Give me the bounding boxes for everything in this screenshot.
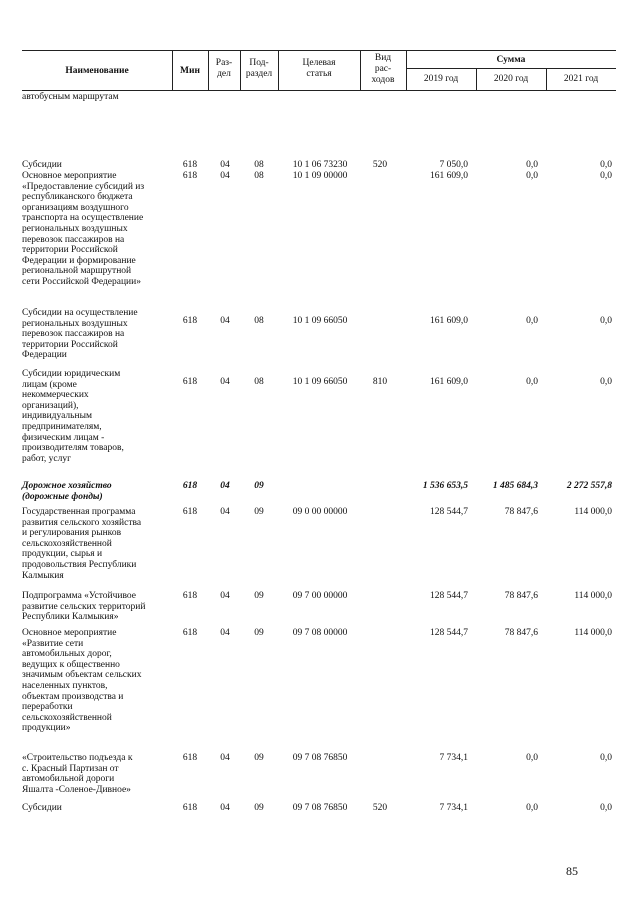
row-cell-s2: 0,0: [526, 753, 538, 763]
row-cell-s2: 78 847,6: [504, 591, 538, 601]
header-min: Мин: [180, 66, 200, 76]
row-cell-p: 08: [254, 316, 264, 326]
row-cell-s2: 78 847,6: [504, 628, 538, 638]
row-cell-s2: 78 847,6: [504, 507, 538, 517]
row-cell-min: 618: [182, 507, 198, 517]
row-cell-s1: 128 544,7: [430, 628, 468, 638]
row-cell-s2: 0,0: [526, 160, 538, 170]
row-cell-s2: 0,0: [526, 803, 538, 813]
row-cell-min: 618: [182, 171, 198, 181]
row-cell-s3: 0,0: [600, 171, 612, 181]
carry-over-text: автобусным маршрутам: [22, 92, 119, 102]
row-cell-r: 04: [220, 628, 230, 638]
row-cell-s3: 114 000,0: [574, 507, 612, 517]
row-cell-p: 08: [254, 377, 264, 387]
row-name: Субсидии: [22, 803, 62, 813]
row-cell-min: 618: [182, 628, 198, 638]
header-vid: Вид рас- ходов: [371, 53, 395, 85]
row-cell-s1: 161 609,0: [430, 316, 468, 326]
header-bottom-border: [22, 90, 616, 91]
row-cell-s2: 0,0: [526, 377, 538, 387]
row-cell-s3: 0,0: [600, 377, 612, 387]
header-2019: 2019 год: [423, 74, 459, 84]
row-cell-s1: 7 050,0: [439, 160, 468, 170]
row-cell-v: 520: [372, 803, 388, 813]
header-2020: 2020 год: [493, 74, 529, 84]
row-cell-min: 618: [182, 377, 198, 387]
row-cell-t: 09 0 00 00000: [292, 507, 348, 517]
row-cell-s3: 2 272 557,8: [566, 481, 612, 491]
row-cell-p: 09: [254, 753, 264, 763]
row-cell-r: 04: [220, 803, 230, 813]
row-name: Субсидии юридическим лицам (кроме некоммерческих организаций), индивидуальным предпринимателям, физическим лицам - производителям товаров, работ, услуг: [22, 369, 124, 464]
row-name: «Строительство подъезда к с. Красный Партизан от автомобильной дороги Яшалта -Соленое-Дивное»: [22, 753, 133, 795]
header-target: Целевая статья: [302, 58, 336, 79]
row-cell-p: 09: [254, 591, 264, 601]
row-name: Субсидии на осуществление региональных воздушных перевозок пассажиров на территории Российской Федерации: [22, 308, 138, 361]
row-cell-r: 04: [220, 160, 230, 170]
row-cell-p: 08: [254, 171, 264, 181]
header-podrazdel: Под- раздел: [245, 58, 273, 79]
header-top-border: [22, 50, 616, 51]
row-cell-min: 618: [182, 803, 198, 813]
header-2021: 2021 год: [563, 74, 599, 84]
row-cell-p: 09: [254, 507, 264, 517]
row-cell-s2: 0,0: [526, 316, 538, 326]
row-cell-p: 09: [254, 481, 264, 491]
row-cell-s2: 1 485 684,3: [492, 481, 538, 491]
row-cell-s1: 128 544,7: [430, 591, 468, 601]
row-cell-s3: 0,0: [600, 316, 612, 326]
row-cell-min: 618: [182, 481, 198, 491]
row-name: Подпрограмма «Устойчивое развитие сельских территорий Республики Калмыкия»: [22, 591, 146, 623]
row-cell-t: 09 7 00 00000: [292, 591, 348, 601]
row-cell-min: 618: [182, 753, 198, 763]
summa-divider: [406, 68, 616, 69]
row-cell-p: 09: [254, 628, 264, 638]
row-name: Основное мероприятие «Предоставление субсидий из республиканского бюджета организациям воздушного транспорта на осуществление региональных воздушных перевозок пассажиров на территории Российской Федерации и формирование региональной маршрутной сети Российской Федерации»: [22, 171, 145, 287]
row-cell-r: 04: [220, 171, 230, 181]
row-cell-s3: 0,0: [600, 753, 612, 763]
row-name: Субсидии: [22, 160, 62, 170]
row-cell-v: 520: [372, 160, 388, 170]
row-cell-r: 04: [220, 316, 230, 326]
row-cell-s3: 0,0: [600, 160, 612, 170]
row-cell-s3: 114 000,0: [574, 591, 612, 601]
row-cell-min: 618: [182, 160, 198, 170]
row-cell-t: 10 1 09 00000: [292, 171, 348, 181]
row-cell-t: 10 1 06 73230: [292, 160, 348, 170]
row-cell-v: 810: [372, 377, 388, 387]
row-name: Государственная программа развития сельского хозяйства и регулирования рынков сельскохозяйственной продукции, сырья и продовольствия Республики Калмыкия: [22, 507, 142, 581]
row-cell-s1: 128 544,7: [430, 507, 468, 517]
row-cell-t: 10 1 09 66050: [292, 377, 348, 387]
row-cell-s1: 161 609,0: [430, 377, 468, 387]
row-cell-s3: 114 000,0: [574, 628, 612, 638]
row-name: Основное мероприятие «Развитие сети автомобильных дорог, ведущих к общественно значимым объектам сельских населенных пунктов, объектам производства и переработки сельскохозяйственной продукции»: [22, 628, 142, 734]
row-cell-p: 09: [254, 803, 264, 813]
row-cell-s3: 0,0: [600, 803, 612, 813]
header-razdel: Раз- дел: [215, 58, 233, 79]
row-cell-t: 09 7 08 76850: [292, 753, 348, 763]
header-summa: Сумма: [496, 55, 526, 65]
row-cell-min: 618: [182, 591, 198, 601]
row-name: Дорожное хозяйство (дорожные фонды): [22, 481, 112, 502]
row-cell-s2: 0,0: [526, 171, 538, 181]
row-cell-r: 04: [220, 481, 230, 491]
row-cell-s1: 161 609,0: [430, 171, 468, 181]
row-cell-p: 08: [254, 160, 264, 170]
row-cell-s1: 7 734,1: [439, 753, 468, 763]
row-cell-s1: 1 536 653,5: [422, 481, 468, 491]
page-number: 85: [566, 864, 578, 878]
row-cell-r: 04: [220, 377, 230, 387]
row-cell-s1: 7 734,1: [439, 803, 468, 813]
row-cell-r: 04: [220, 591, 230, 601]
header-name: Наименование: [65, 66, 129, 76]
row-cell-min: 618: [182, 316, 198, 326]
row-cell-t: 09 7 08 76850: [292, 803, 348, 813]
row-cell-t: 10 1 09 66050: [292, 316, 348, 326]
row-cell-r: 04: [220, 507, 230, 517]
row-cell-r: 04: [220, 753, 230, 763]
row-cell-t: 09 7 08 00000: [292, 628, 348, 638]
